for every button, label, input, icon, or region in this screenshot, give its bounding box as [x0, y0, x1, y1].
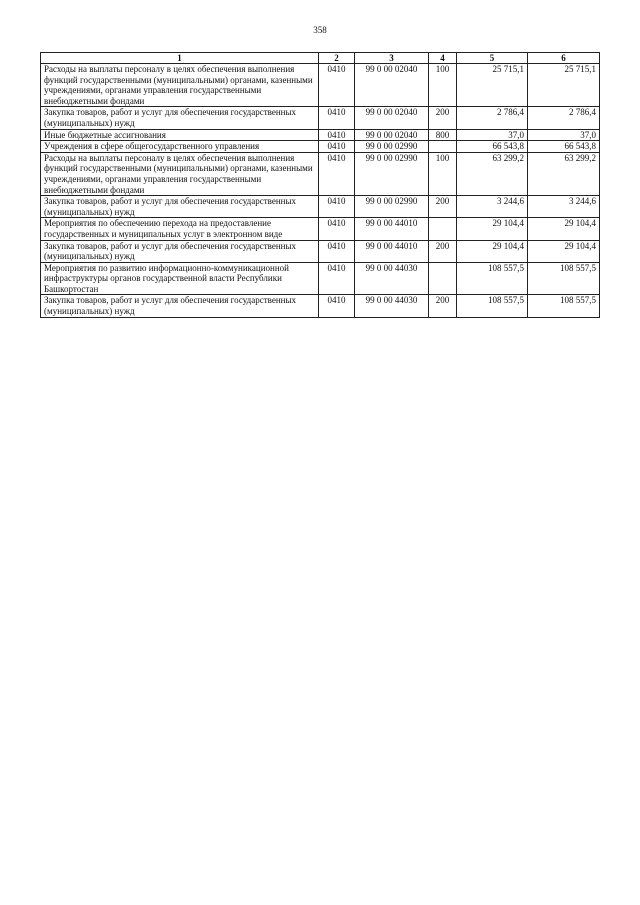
row-value-2: 108 557,5 — [528, 295, 600, 317]
header-cell: 6 — [528, 53, 600, 64]
row-value-2: 25 715,1 — [528, 64, 600, 107]
row-name: Мероприятия по обеспечению перехода на предоставление государственных и муниципальных услуг в электронном виде — [41, 218, 319, 240]
row-type: 100 — [429, 64, 457, 107]
row-name: Закупка товаров, работ и услуг для обеспечения государственных (муниципальных) нужд — [41, 295, 319, 317]
table-row — [41, 152, 600, 195]
row-section: 0410 — [319, 196, 355, 218]
header-cell: 2 — [319, 53, 355, 64]
table-row — [41, 141, 600, 153]
header-cell: 3 — [355, 53, 429, 64]
row-value-1: 108 557,5 — [457, 295, 528, 317]
budget-table — [40, 52, 600, 318]
row-code: 99 0 00 44030 — [355, 262, 429, 295]
row-type: 200 — [429, 196, 457, 218]
row-name: Расходы на выплаты персоналу в целях обеспечения выполнения функций государственными (муниципальными) органами, казенными учреждениями, органами управления государственными внебюджетными фондами — [41, 152, 319, 195]
row-section: 0410 — [319, 107, 355, 129]
row-value-1: 29 104,4 — [457, 218, 528, 240]
table-row — [41, 295, 600, 317]
row-code: 99 0 00 02990 — [355, 152, 429, 195]
row-value-2: 29 104,4 — [528, 240, 600, 262]
row-code: 99 0 00 44010 — [355, 218, 429, 240]
header-cell: 5 — [457, 53, 528, 64]
table-row — [41, 262, 600, 295]
row-name: Расходы на выплаты персоналу в целях обеспечения выполнения функций государственными (муниципальными) органами, казенными учреждениями, органами управления государственными внебюджетными фондами — [41, 64, 319, 107]
row-name: Закупка товаров, работ и услуг для обеспечения государственных (муниципальных) нужд — [41, 107, 319, 129]
row-value-1: 29 104,4 — [457, 240, 528, 262]
row-type — [429, 141, 457, 153]
row-type: 200 — [429, 240, 457, 262]
row-section: 0410 — [319, 129, 355, 141]
row-section: 0410 — [319, 262, 355, 295]
row-section: 0410 — [319, 64, 355, 107]
row-type — [429, 262, 457, 295]
row-section: 0410 — [319, 295, 355, 317]
row-value-2: 37,0 — [528, 129, 600, 141]
row-type: 100 — [429, 152, 457, 195]
row-value-2: 2 786,4 — [528, 107, 600, 129]
row-code: 99 0 00 02990 — [355, 196, 429, 218]
table-row — [41, 240, 600, 262]
row-value-1: 3 244,6 — [457, 196, 528, 218]
row-type: 800 — [429, 129, 457, 141]
row-value-2: 3 244,6 — [528, 196, 600, 218]
row-code: 99 0 00 02040 — [355, 107, 429, 129]
row-section: 0410 — [319, 141, 355, 153]
row-value-2: 108 557,5 — [528, 262, 600, 295]
row-value-1: 37,0 — [457, 129, 528, 141]
table-row — [41, 129, 600, 141]
row-name: Учреждения в сфере общегосударственного управления — [41, 141, 319, 153]
row-value-1: 25 715,1 — [457, 64, 528, 107]
row-type — [429, 218, 457, 240]
row-type: 200 — [429, 107, 457, 129]
header-cell: 1 — [41, 53, 319, 64]
row-value-2: 29 104,4 — [528, 218, 600, 240]
row-value-1: 2 786,4 — [457, 107, 528, 129]
row-value-1: 108 557,5 — [457, 262, 528, 295]
row-value-2: 66 543,8 — [528, 141, 600, 153]
row-name: Иные бюджетные ассигнования — [41, 129, 319, 141]
row-value-1: 63 299,2 — [457, 152, 528, 195]
row-name: Мероприятия по развитию информационно-коммуникационной инфраструктуры органов государственной власти Республики Башкортостан — [41, 262, 319, 295]
table-body — [41, 64, 600, 318]
header-cell: 4 — [429, 53, 457, 64]
row-value-2: 63 299,2 — [528, 152, 600, 195]
row-code: 99 0 00 44030 — [355, 295, 429, 317]
table-row — [41, 196, 600, 218]
row-code: 99 0 00 02990 — [355, 141, 429, 153]
row-code: 99 0 00 44010 — [355, 240, 429, 262]
page-number: 358 — [313, 25, 327, 35]
table-row — [41, 107, 600, 129]
row-code: 99 0 00 02040 — [355, 129, 429, 141]
row-code: 99 0 00 02040 — [355, 64, 429, 107]
row-name: Закупка товаров, работ и услуг для обеспечения государственных (муниципальных) нужд — [41, 196, 319, 218]
row-name: Закупка товаров, работ и услуг для обеспечения государственных (муниципальных) нужд — [41, 240, 319, 262]
table-row — [41, 218, 600, 240]
table-row — [41, 64, 600, 107]
row-section: 0410 — [319, 152, 355, 195]
row-section: 0410 — [319, 240, 355, 262]
row-value-1: 66 543,8 — [457, 141, 528, 153]
row-type: 200 — [429, 295, 457, 317]
table-header-row — [41, 53, 600, 64]
row-section: 0410 — [319, 218, 355, 240]
